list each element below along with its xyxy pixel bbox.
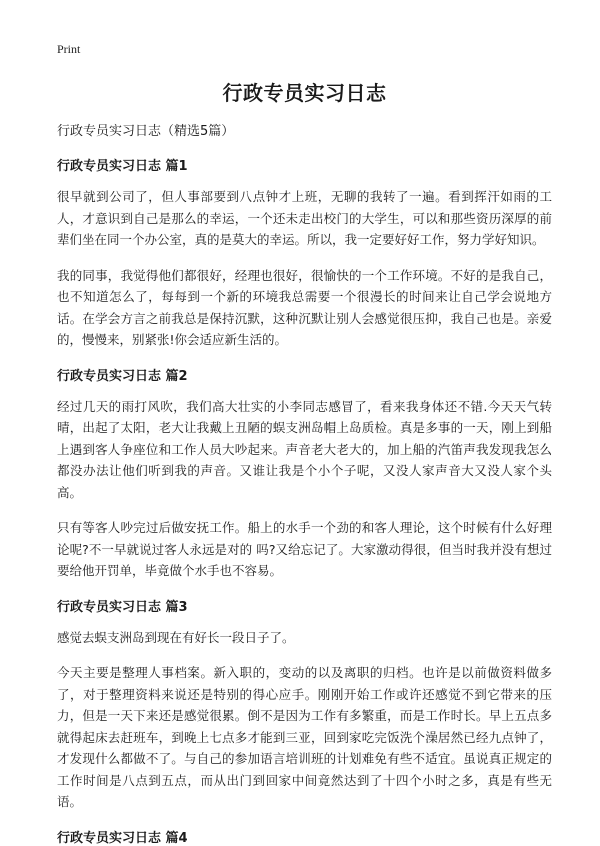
- section-heading-3: 行政专员实习日志 篇3: [57, 599, 188, 615]
- paragraph: 今天主要是整理人事档案。新入职的，变动的以及离职的归档。也许是以前做资料做多了，对于整理资料来说还是特别的得心应手。刚刚开始工作或许还感觉不到它带来的压力，但是一天下来还是感觉很累。倒不是因为工作有多繁重，而是工作时长。早上五点多就得起床去赶班车，到晚上七点多才能到三亚，回到家吃完饭洗个澡居然已经九点钟了，才发现什么都做不了。与自己的参加语言培训班的计划难免有些不适宜。虽说真正规定的工作时间是八点到五点，而从出门到回家中间竟然达到了十四个小时之多，真是有些无语。: [57, 665, 552, 809]
- paragraph: 我的同事，我觉得他们都很好，经理也很好，很愉快的一个工作环境。不好的是我自己，也不知道怎么了，每每到一个新的环境我总需要一个很漫长的时间来让自己学会说地方话。在学会方言之前我总是保持沉默，这种沉默让别人会感觉很压抑，我自己也是。亲爱的，慢慢来，别紧张!你会适应新生活的。: [57, 267, 552, 347]
- paragraph: 很早就到公司了，但人事部要到八点钟才上班，无聊的我转了一遍。看到挥汗如雨的工人，才意识到自己是那么的幸运，一个还未走出校门的大学生，可以和那些资历深厚的前辈们坐在同一个办公室，真的是莫大的幸运。所以，我一定要好好工作，努力学好知识。: [57, 189, 552, 247]
- section-heading-1: 行政专员实习日志 篇1: [57, 159, 188, 174]
- paragraph: 感觉去蜈支洲岛到现在有好长一段日子了。: [57, 629, 295, 645]
- paragraph: 只有等客人吵完过后做安抚工作。船上的水手一个劲的和客人理论，这个时候有什么好理论呢?不一早就说过客人永远是对的 吗?又给忘记了。大家激动得很，但当时我并没有想过要给他开罚单，毕竟做个水手也不容易。: [57, 520, 552, 578]
- document-subtitle: 行政专员实习日志（精选5篇）: [57, 124, 235, 139]
- paragraph: 经过几天的雨打风吹，我们高大壮实的小李同志感冒了，看来我身体还不错.今天天气转晴，出起了太阳，老大让我戴上丑陋的蜈支洲岛帽上岛质检。真是多事的一天，刚上到船上遇到客人争座位和工作人员大吵起来。声音老大老大的，加上船的汽笛声我发现我怎么都没办法让他们听到我的声音。又谁让我是个小个子呢，又没人家声音大又没人家个头高。: [57, 398, 552, 500]
- print-link[interactable]: Print: [57, 42, 81, 56]
- section-heading-2: 行政专员实习日志 篇2: [57, 368, 188, 384]
- page-title: 行政专员实习日志: [222, 81, 387, 105]
- section-heading-4: 行政专员实习日志 篇4: [57, 830, 188, 846]
